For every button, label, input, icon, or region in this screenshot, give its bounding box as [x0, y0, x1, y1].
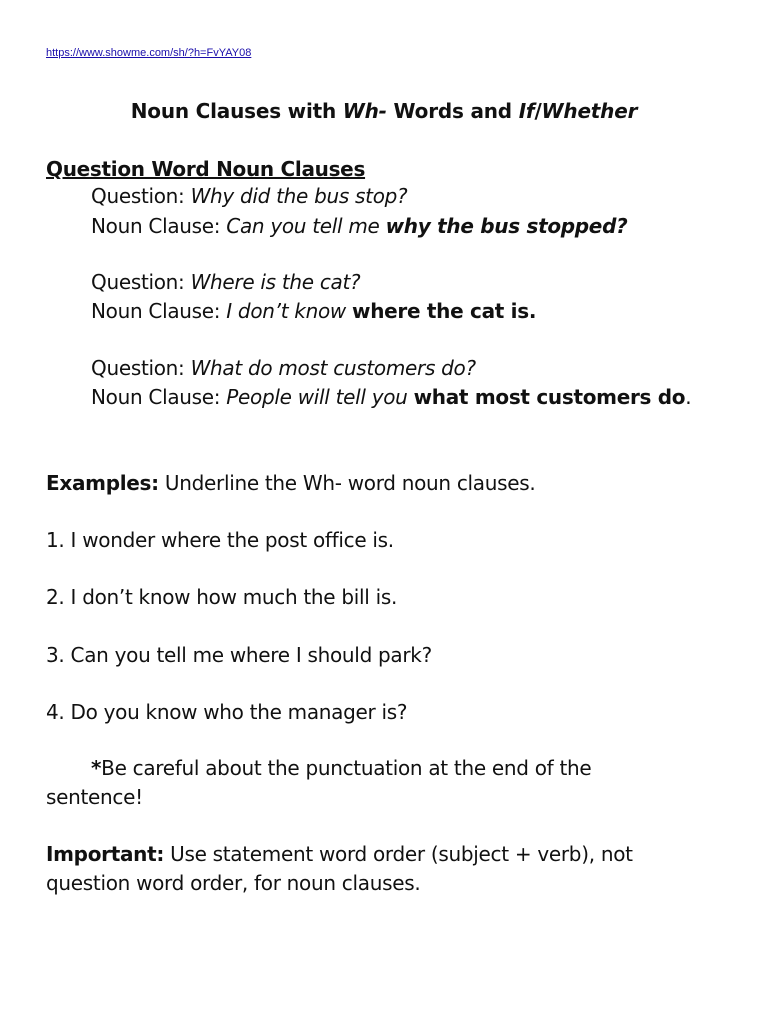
noun-clause-end: . [685, 385, 692, 409]
question-text: What do most customers do? [190, 356, 476, 380]
title-part1: Noun Clauses with [130, 99, 343, 123]
title-part2: Wh- [342, 99, 387, 123]
page-title [0, 99, 768, 123]
question-label: Question: [91, 184, 191, 208]
question-label: Question: [91, 270, 191, 294]
important-text: Use statement word order (subject + verb), not [164, 842, 633, 866]
important-label: Important: [46, 842, 165, 866]
question-label: Question: [91, 356, 191, 380]
title-part4: If [518, 99, 535, 123]
source-link[interactable]: https://www.showme.com/sh/?h=FvYAY08 [46, 47, 252, 59]
noun-clause-highlight: what most customers do [413, 385, 686, 409]
question-text: Where is the cat? [190, 270, 361, 294]
noun-clause-line [91, 299, 536, 323]
noun-clause-text: I don’t know [226, 299, 353, 323]
important-line [46, 842, 633, 866]
question-line [91, 270, 360, 294]
question-line [91, 184, 407, 208]
question-line [91, 356, 476, 380]
noun-clause-line [91, 385, 691, 409]
section-heading: Question Word Noun Clauses [46, 157, 366, 181]
example-item: 4. Do you know who the manager is? [46, 700, 408, 724]
question-text: Why did the bus stop? [190, 184, 408, 208]
noun-clause-label: Noun Clause: [91, 299, 227, 323]
examples-line [46, 471, 535, 495]
important-line-continued: question word order, for noun clauses. [46, 871, 421, 895]
example-item: 2. I don’t know how much the bill is. [46, 585, 398, 609]
note-line [91, 756, 591, 780]
noun-clause-label: Noun Clause: [91, 385, 227, 409]
noun-clause-label: Noun Clause: [91, 214, 227, 238]
title-part5: / [534, 99, 542, 123]
example-item: 3. Can you tell me where I should park? [46, 643, 432, 667]
noun-clause-highlight: why the bus stopped? [385, 214, 628, 238]
note-text: Be careful about the punctuation at the end of the [101, 756, 592, 780]
example-item: 1. I wonder where the post office is. [46, 528, 394, 552]
note-star: * [91, 756, 102, 780]
noun-clause-text: People will tell you [226, 385, 414, 409]
noun-clause-line [91, 214, 627, 238]
noun-clause-text: Can you tell me [226, 214, 386, 238]
examples-instruction: Underline the Wh- word noun clauses. [158, 471, 536, 495]
note-line-continued: sentence! [46, 785, 143, 809]
title-part6: Whether [541, 99, 638, 123]
examples-label: Examples: [46, 471, 159, 495]
title-part3: Words and [386, 99, 519, 123]
noun-clause-highlight: where the cat is. [352, 299, 537, 323]
